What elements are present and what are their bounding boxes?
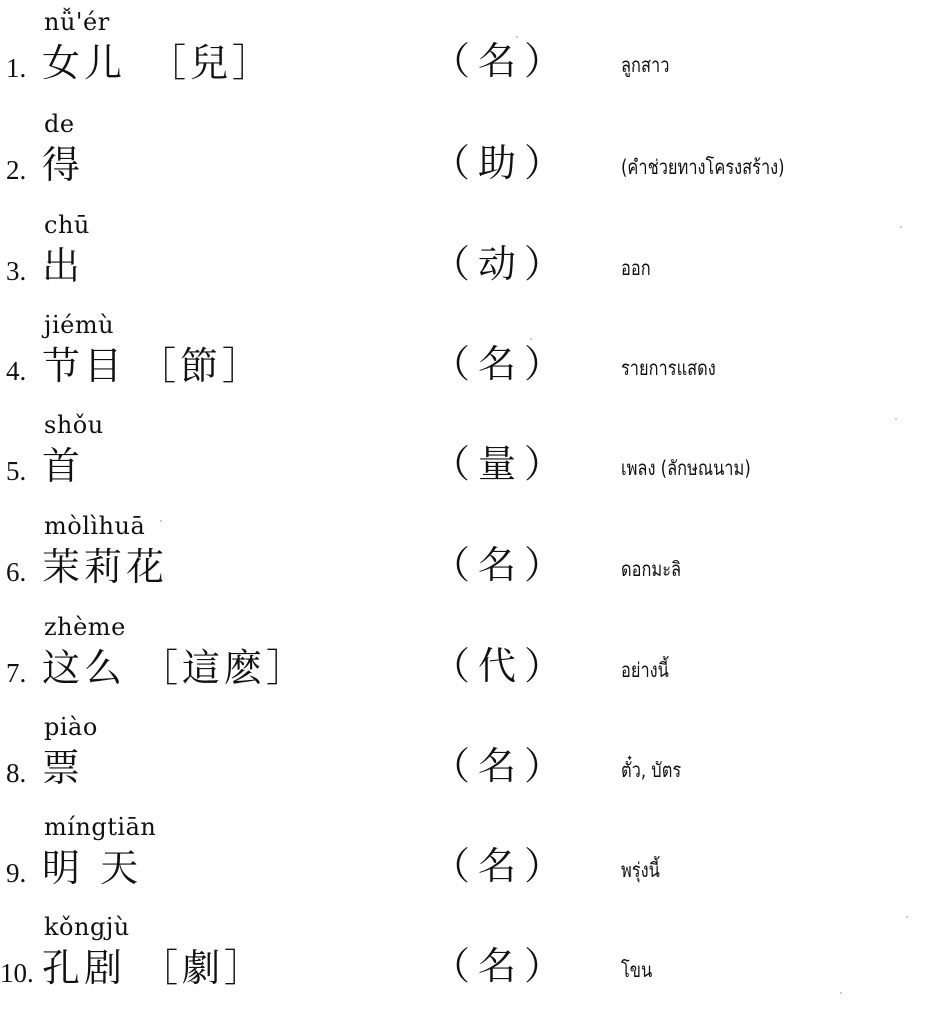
pinyin: zhème [44,613,126,641]
scan-speck [900,226,902,228]
scan-speck [530,338,532,340]
pinyin: míngtiān [44,813,157,841]
pinyin: chū [44,211,90,239]
scan-speck [906,916,908,918]
entry-number: 1. [6,53,27,83]
hanzi-simplified: 票 [42,746,85,790]
entry-number: 2. [6,155,27,185]
scan-speck [160,520,162,522]
pinyin: shǒu [44,411,104,439]
entry-number: 7. [6,658,27,688]
entry-number: 4. [6,356,27,386]
hanzi-simplified: 孔剧 [42,946,127,990]
pinyin: mòlìhuā [44,512,146,540]
part-of-speech: （代） [432,644,571,688]
hanzi-traditional: ［劇］ [140,946,267,990]
entry-number: 9. [6,858,27,888]
hanzi-traditional: ［這麽］ [140,646,309,690]
pinyin: kǒngjù [44,913,130,941]
thai-meaning: พรุ่งนี้ [621,858,660,882]
pinyin: piào [44,713,98,741]
vocab-entry-4 [0,311,938,411]
thai-meaning: ลูกสาว [621,53,670,77]
entry-number: 5. [6,456,27,486]
vocab-entry-1 [0,8,938,108]
entry-number: 8. [6,758,27,788]
thai-meaning: ดอกมะลิ [621,557,682,581]
thai-meaning: รายการแสดง [621,356,716,380]
thai-meaning: อย่างนี้ [621,658,669,682]
entry-number: 6. [6,557,27,587]
thai-meaning: ออก [621,256,651,280]
vocab-entry-3 [0,211,938,311]
scan-speck [840,992,842,994]
part-of-speech: （名） [432,744,571,788]
vocab-entry-6 [0,512,938,612]
pinyin: de [44,110,75,138]
hanzi-simplified: 节目 [42,344,127,388]
part-of-speech: （名） [432,944,571,988]
vocab-entry-7 [0,613,938,713]
scan-speck [895,418,897,420]
vocab-entry-5 [0,411,938,511]
scan-speck [516,36,518,38]
part-of-speech: （名） [432,543,571,587]
entry-number: 10. [0,958,34,988]
thai-meaning: โขน [621,958,653,982]
hanzi-simplified: 茉莉花 [42,545,169,589]
entry-number: 3. [6,256,27,286]
part-of-speech: （量） [432,442,571,486]
hanzi-simplified: 得 [42,143,85,187]
hanzi-simplified: 明 天 [42,846,143,890]
part-of-speech: （名） [432,844,571,888]
part-of-speech: （动） [432,242,571,286]
hanzi-traditional: ［兒］ [148,41,275,85]
pinyin: jiémù [44,311,115,339]
hanzi-traditional: ［節］ [138,344,265,388]
part-of-speech: （名） [432,39,571,83]
hanzi-simplified: 首 [42,444,85,488]
thai-meaning: (คำช่วยทางโครงสร้าง) [621,155,785,179]
hanzi-simplified: 这么 [42,646,127,690]
pinyin: nǚ'ér [44,8,110,36]
hanzi-simplified: 女儿 [42,41,127,85]
vocab-entry-9 [0,813,938,913]
part-of-speech: （助） [432,141,571,185]
vocab-entry-8 [0,713,938,813]
vocab-entry-2 [0,110,938,210]
thai-meaning: ตั๋ว, บัตร [621,758,682,782]
hanzi-simplified: 出 [42,244,85,288]
thai-meaning: เพลง (ลักษณนาม) [621,456,751,480]
vocab-entry-10 [0,913,938,1013]
part-of-speech: （名） [432,342,571,386]
